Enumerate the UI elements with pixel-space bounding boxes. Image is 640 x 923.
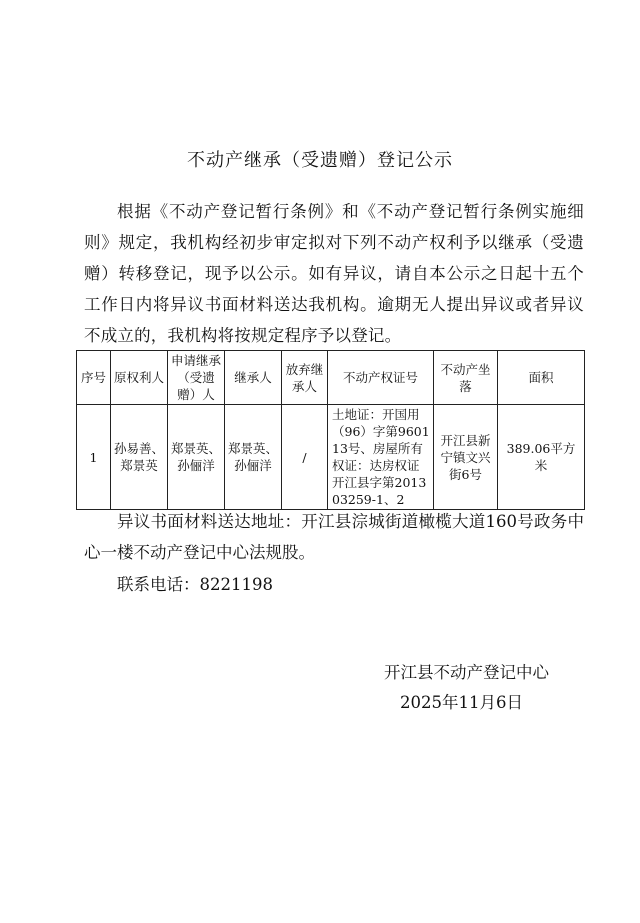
contact-phone: 联系电话：8221198 (117, 575, 273, 594)
cell-cert-no: 土地证：开国用（96）字第960113号、房屋所有权证：达房权证开江县字第201303259-1、2 (328, 405, 434, 510)
issuing-organization: 开江县不动产登记中心 (384, 663, 549, 682)
cell-location: 开江县新宁镇文兴街6号 (434, 405, 498, 510)
cell-applicant: 郑景英、孙俪洋 (168, 405, 225, 510)
header-location: 不动产坐落 (434, 351, 498, 405)
header-seq: 序号 (77, 351, 111, 405)
cell-heir: 郑景英、孙俪洋 (225, 405, 282, 510)
header-waiver: 放弃继承人 (282, 351, 328, 405)
cell-seq: 1 (77, 405, 111, 510)
cell-original-owner: 孙易善、郑景英 (111, 405, 168, 510)
issue-date: 2025年11月6日 (400, 693, 523, 712)
cell-waiver: / (282, 405, 328, 510)
header-applicant: 申请继承（受遗赠）人 (168, 351, 225, 405)
header-area: 面积 (498, 351, 585, 405)
notice-body: 根据《不动产登记暂行条例》和《不动产登记暂行条例实施细则》规定，我机构经初步审定拟对下列不动产权利予以继承（受遗赠）转移登记，现予以公示。如有异议，请自本公示之日起十五个工作日内将异议书面材料送达我机构。逾期无人提出异议或者异议不成立的，我机构将按规定程序予以登记。 (84, 202, 584, 345)
table-header-row (77, 351, 585, 405)
header-cert-no: 不动产权证号 (328, 351, 434, 405)
table-row (77, 405, 585, 510)
page-title: 不动产继承（受遗赠）登记公示 (187, 150, 453, 171)
registration-table (76, 350, 585, 510)
objection-address: 异议书面材料送达地址：开江县淙城街道橄榄大道160号政务中心一楼不动产登记中心法规股。 (84, 512, 584, 562)
header-original-owner: 原权利人 (111, 351, 168, 405)
cell-area: 389.06平方米 (498, 405, 585, 510)
header-heir: 继承人 (225, 351, 282, 405)
